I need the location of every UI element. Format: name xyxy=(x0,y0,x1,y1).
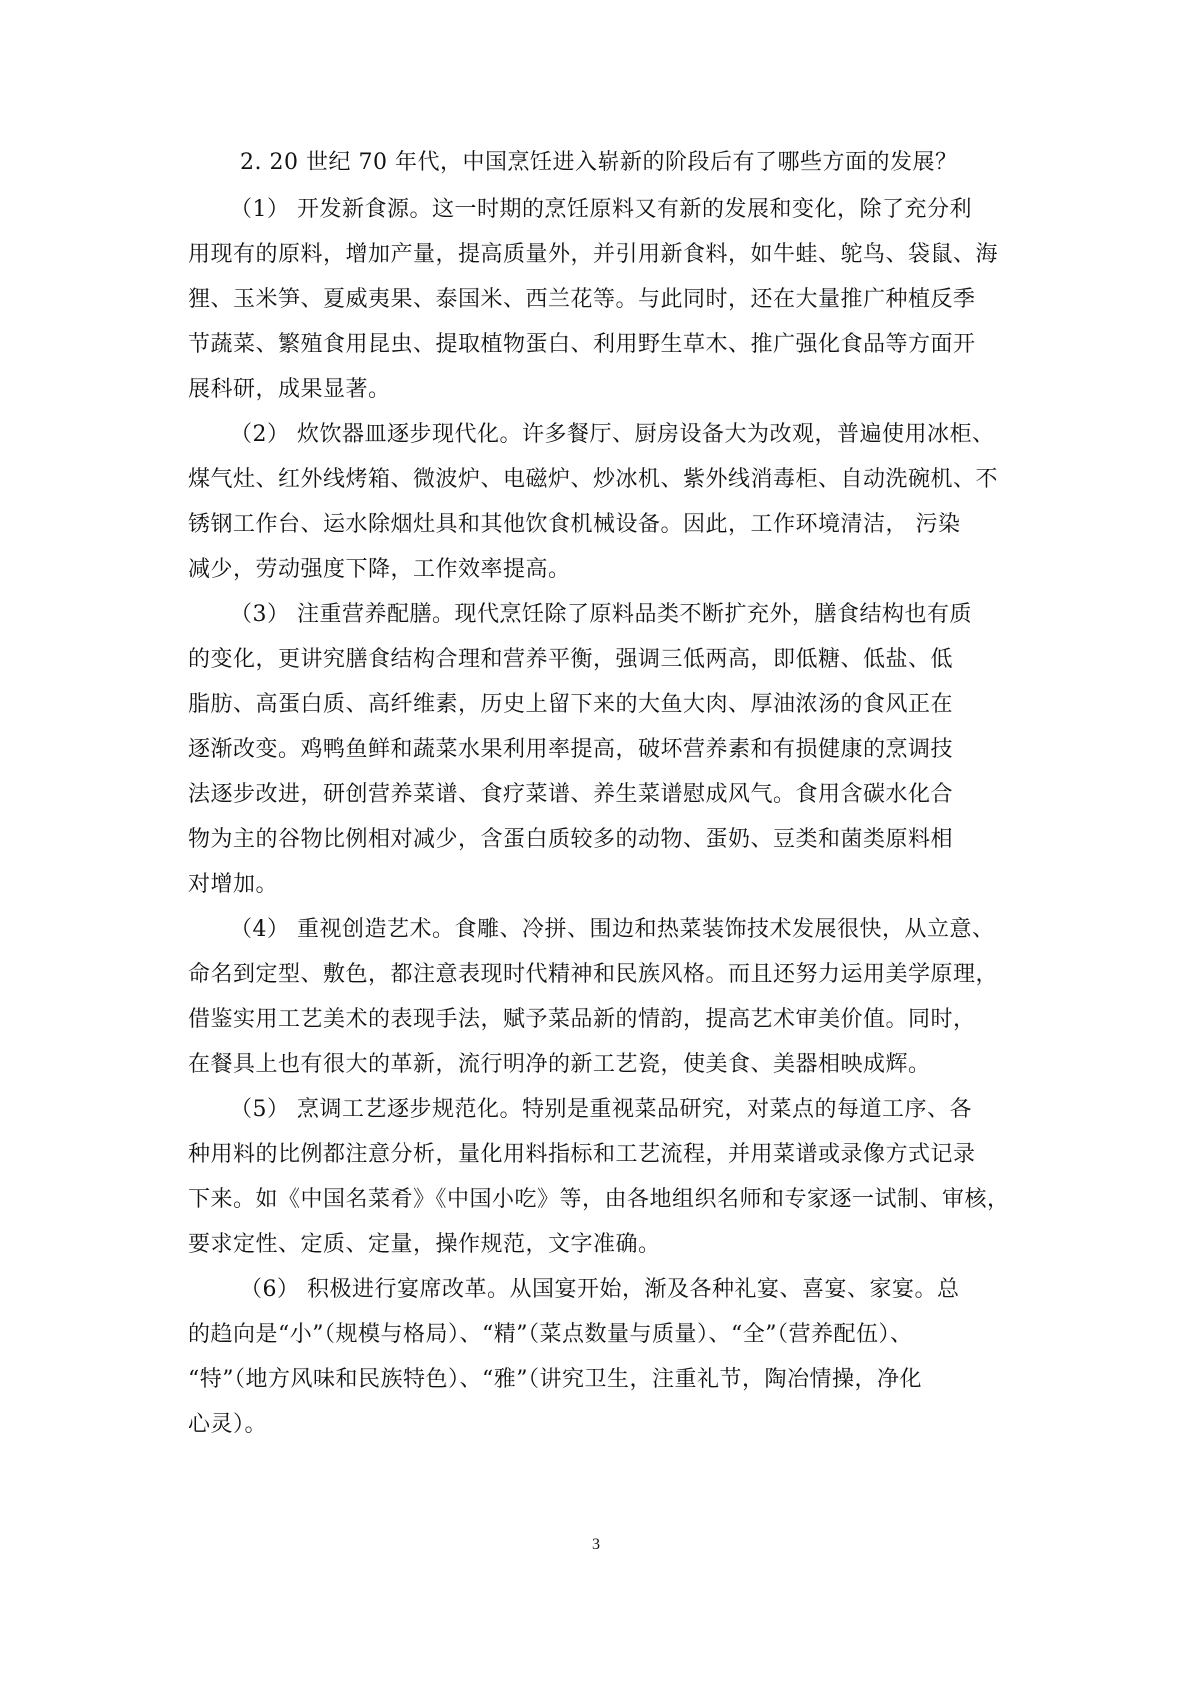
paragraph-3-line-4: 逐渐改变。鸡鸭鱼鲜和蔬菜水果利用率提高，破坏营养素和有损健康的烹调技 xyxy=(188,737,954,762)
paragraph-5-line-4: 要求定性、定质、定量，操作规范，文字准确。 xyxy=(188,1232,661,1257)
paragraph-3-line-3: 脂肪、高蛋白质、高纤维素，历史上留下来的大鱼大肉、厚油浓汤的食风正在 xyxy=(188,692,954,717)
paragraph-3-line-1: （3） 注重营养配膳。现代烹饪除了原料品类不断扩充外，膳食结构也有质 xyxy=(230,602,972,627)
paragraph-6-line-3: “特”（地方风味和民族特色）、“雅”（讲究卫生，注重礼节，陶冶情操，净化 xyxy=(188,1367,922,1392)
paragraph-4-line-3: 借鉴实用工艺美术的表现手法，赋予菜品新的情韵，提高艺术审美价值。同时， xyxy=(188,1007,976,1032)
paragraph-6-line-2: 的趋向是“小”（规模与格局）、“精”（菜点数量与质量）、“全”（营养配伍）、 xyxy=(188,1322,913,1347)
paragraph-1-line-1: （1） 开发新食源。这一时期的烹饪原料又有新的发展和变化，除了充分利 xyxy=(230,197,972,222)
paragraph-5-line-2: 种用料的比例都注意分析，量化用料指标和工艺流程，并用菜谱或录像方式记录 xyxy=(188,1142,976,1167)
paragraph-3-line-6: 物为主的谷物比例相对减少，含蛋白质较多的动物、蛋奶、豆类和菌类原料相 xyxy=(188,827,954,852)
paragraph-1-line-4: 节蔬菜、繁殖食用昆虫、提取植物蛋白、利用野生草木、推广强化食品等方面开 xyxy=(188,332,976,357)
paragraph-2-line-2: 煤气灶、红外线烤箱、微波炉、电磁炉、炒冰机、紫外线消毒柜、自动洗碗机、不 xyxy=(188,467,999,492)
paragraph-1-line-5: 展科研，成果显著。 xyxy=(188,377,391,402)
paragraph-5-line-1: （5） 烹调工艺逐步规范化。特别是重视菜品研究，对菜点的每道工序、各 xyxy=(230,1097,972,1122)
question-heading: 2. 20 世纪 70 年代，中国烹饪进入崭新的阶段后有了哪些方面的发展？ xyxy=(240,150,958,175)
paragraph-6-line-4: 心灵）。 xyxy=(188,1412,268,1437)
paragraph-3-line-2: 的变化，更讲究膳食结构合理和营养平衡，强调三低两高，即低糖、低盐、低 xyxy=(188,647,954,672)
paragraph-2-line-3: 锈钢工作台、运水除烟灶具和其他饮食机械设备。因此，工作环境清洁， 污染 xyxy=(188,512,961,537)
page-number: 3 xyxy=(592,1536,600,1553)
paragraph-4-line-1: （4） 重视创造艺术。食雕、冷拼、围边和热菜装饰技术发展很快，从立意、 xyxy=(230,917,995,942)
paragraph-1-line-2: 用现有的原料，增加产量，提高质量外，并引用新食料，如牛蛙、鸵鸟、袋鼠、海 xyxy=(188,242,999,267)
paragraph-4-line-4: 在餐具上也有很大的革新，流行明净的新工艺瓷，使美食、美器相映成辉。 xyxy=(188,1052,931,1077)
paragraph-4-line-2: 命名到定型、敷色，都注意表现时代精神和民族风格。而且还努力运用美学原理， xyxy=(188,962,999,987)
paragraph-5-line-3: 下来。如《中国名菜肴》《中国小吃》等，由各地组织名师和专家逐一试制、审核， xyxy=(188,1187,1010,1212)
paragraph-1-line-3: 狸、玉米笋、夏威夷果、泰国米、西兰花等。与此同时，还在大量推广种植反季 xyxy=(188,287,976,312)
paragraph-2-line-1: （2） 炊饮器皿逐步现代化。许多餐厅、厨房设备大为改观，普遍使用冰柜、 xyxy=(230,422,995,447)
paragraph-6-line-1: （6） 积极进行宴席改革。从国宴开始，渐及各种礼宴、喜宴、家宴。总 xyxy=(240,1277,960,1302)
paragraph-3-line-7: 对增加。 xyxy=(188,872,279,897)
paragraph-3-line-5: 法逐步改进，研创营养菜谱、食疗菜谱、养生菜谱慰成风气。食用含碳水化合 xyxy=(188,782,954,807)
paragraph-2-line-4: 减少，劳动强度下降，工作效率提高。 xyxy=(188,557,571,582)
